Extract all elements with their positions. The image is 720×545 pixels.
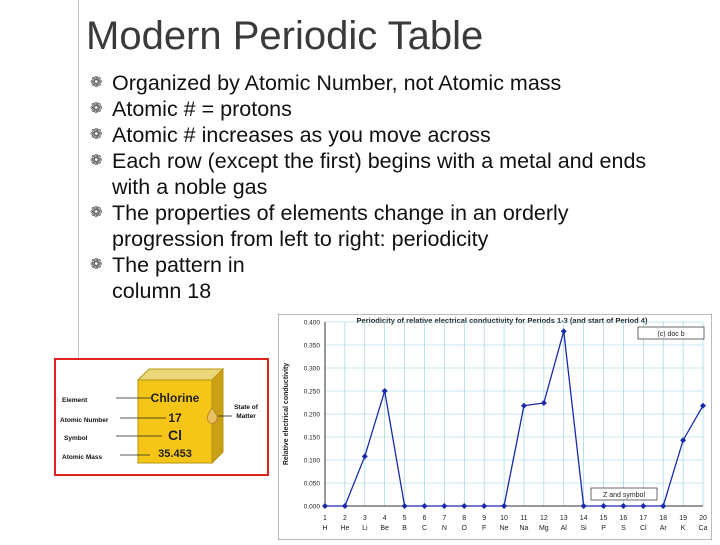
y-tick-label: 0.050	[303, 480, 320, 488]
x-tick-symbol: Si	[580, 525, 587, 532]
chart-svg	[278, 314, 712, 540]
x-tick-symbol: H	[322, 525, 328, 532]
x-tick-number: 13	[559, 515, 568, 522]
element-name: Chlorine	[150, 391, 200, 405]
x-tick-number: 2	[342, 515, 347, 522]
atomic-mass: 35.453	[158, 448, 192, 460]
x-tick-symbol: Cl	[640, 525, 647, 532]
bullet-marker-icon: ❁	[90, 204, 103, 221]
x-tick-symbol: Mg	[538, 525, 549, 532]
chart-x-axis-label: Z and symbol	[602, 492, 646, 499]
x-tick-number: 1	[323, 515, 327, 522]
x-tick-number: 20	[699, 515, 707, 522]
atomic-number: 17	[168, 411, 182, 425]
x-tick-symbol: Na	[519, 525, 529, 532]
x-tick-symbol: Ar	[659, 525, 667, 532]
element-card-chlorine	[54, 358, 269, 476]
y-tick-label: 0.350	[303, 342, 320, 350]
cube-top	[138, 369, 223, 380]
x-tick-number: 16	[619, 515, 628, 522]
label-atomic-number: Atomic Number	[60, 417, 109, 424]
bullet-list	[90, 70, 650, 304]
y-tick-label: 0.000	[303, 503, 320, 511]
x-tick-symbol: N	[441, 525, 447, 532]
y-tick-label: 0.200	[303, 411, 320, 419]
bullet-item	[90, 96, 650, 122]
bullet-marker-icon: ❁	[90, 100, 103, 117]
x-tick-number: 18	[659, 515, 668, 522]
label-state-of-matter: State of Matter	[234, 404, 258, 420]
slide-title: Modern Periodic Table	[86, 14, 484, 58]
x-tick-number: 11	[520, 515, 528, 522]
chart-annotation: (c) doc b	[657, 331, 685, 338]
chart-y-ticks	[304, 320, 321, 511]
bullet-marker-icon: ❁	[90, 152, 103, 169]
chart-title: Periodicity of relative electrical conductivity for Periods 1-3 (and start of Period 4)	[356, 316, 648, 325]
bullet-marker-icon: ❁	[90, 74, 103, 91]
bullet-text-cut-off: column 18	[112, 279, 212, 303]
x-tick-number: 7	[442, 515, 447, 522]
label-atomic-mass: Atomic Mass	[62, 454, 103, 461]
x-tick-symbol: F	[482, 525, 487, 532]
element-symbol: Cl	[168, 427, 182, 443]
conductivity-chart	[278, 314, 712, 540]
bullet-marker-icon: ❁	[90, 256, 103, 273]
y-tick-label: 0.100	[303, 457, 320, 465]
y-tick-label: 0.150	[303, 434, 320, 442]
x-tick-number: 8	[462, 515, 467, 522]
y-tick-label: 0.250	[303, 388, 320, 396]
x-tick-symbol: He	[340, 525, 350, 532]
x-tick-number: 15	[599, 515, 608, 522]
x-tick-symbol: Al	[560, 525, 567, 532]
x-tick-number: 6	[422, 515, 427, 522]
x-tick-number: 17	[639, 515, 648, 522]
bullet-text: The pattern in	[112, 253, 245, 277]
label-element: Element	[62, 397, 88, 404]
x-tick-symbol: Ne	[499, 525, 509, 532]
bullet-item	[90, 70, 650, 96]
bullet-text: Each row (except the first) begins with a metal and ends with a noble gas	[112, 149, 647, 199]
x-tick-number: 3	[362, 515, 367, 522]
x-tick-symbol: S	[621, 525, 626, 532]
x-tick-symbol: Be	[380, 525, 389, 532]
y-tick-label: 0.400	[303, 319, 320, 327]
x-tick-symbol: O	[461, 525, 467, 532]
x-tick-number: 10	[500, 515, 508, 522]
title-divider-line	[78, 0, 79, 360]
bullet-item	[90, 148, 650, 200]
x-tick-symbol: Li	[362, 525, 368, 532]
x-tick-symbol: P	[601, 525, 606, 532]
bullet-marker-icon: ❁	[90, 126, 103, 143]
x-tick-symbol: K	[680, 525, 686, 532]
bullet-text: Atomic # = protons	[112, 97, 292, 121]
label-symbol: Symbol	[64, 435, 88, 442]
x-tick-number: 4	[382, 515, 387, 522]
bullet-text: Atomic # increases as you move across	[112, 123, 491, 147]
bullet-item	[90, 122, 650, 148]
x-tick-number: 12	[539, 515, 548, 522]
x-tick-symbol: C	[421, 525, 428, 532]
x-tick-symbol: B	[402, 525, 407, 532]
x-tick-number: 14	[579, 515, 588, 522]
bullet-item	[90, 200, 650, 252]
bullet-item	[90, 252, 650, 304]
x-tick-symbol: Ca	[698, 525, 708, 532]
chart-y-axis-label: Relative electrical conductivity	[283, 362, 290, 466]
x-tick-number: 19	[679, 515, 688, 522]
bullet-text: The properties of elements change in an orderly progression from left to right: periodicity	[112, 201, 569, 251]
y-tick-label: 0.300	[303, 365, 320, 373]
bullet-text: Organized by Atomic Number, not Atomic mass	[112, 71, 562, 95]
x-tick-number: 9	[482, 515, 487, 522]
x-tick-number: 5	[402, 515, 407, 522]
